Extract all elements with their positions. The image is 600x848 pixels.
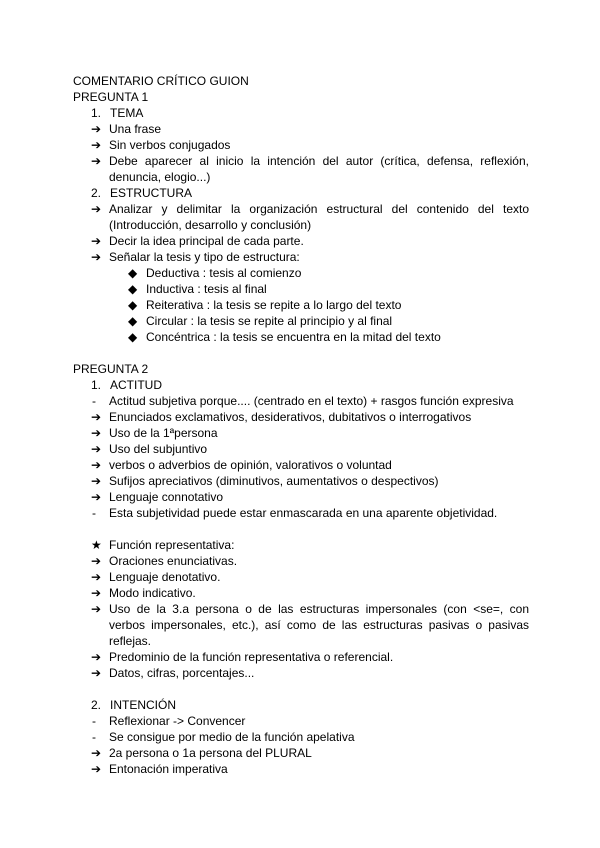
diamond-icon: ◆: [128, 266, 138, 280]
arrow-icon: ➔: [91, 442, 102, 456]
list-item: ➔ Modo indicativo.: [91, 586, 196, 600]
arrow-icon: ➔: [91, 490, 102, 504]
list-item: ➔ Enunciados exclamativos, desiderativos, dubitativos o interrogativos: [91, 410, 472, 424]
arrow-icon: ➔: [91, 602, 102, 616]
arrow-icon: ➔: [91, 426, 102, 440]
list-item: ➔ 2a persona o 1a persona del PLURAL: [91, 746, 312, 760]
list-number: 2.: [91, 698, 102, 712]
arrow-icon: ➔: [91, 586, 102, 600]
list-item: ➔ Lenguaje connotativo: [91, 490, 224, 504]
intencion-heading: 2. INTENCIÓN: [91, 698, 176, 712]
star-icon: ★: [91, 538, 102, 552]
diamond-icon: ◆: [128, 282, 138, 296]
list-item: - Reflexionar -> Convencer: [92, 714, 246, 728]
arrow-icon: ➔: [91, 234, 102, 248]
list-item: ➔ Decir la idea principal de cada parte.: [91, 234, 304, 248]
list-item: ➔ Señalar la tesis y tipo de estructura:: [91, 250, 300, 264]
list-item: ➔ Uso de la 3.a persona o de las estructuras impersonales (con <se=, con verbos impersonales, etc.), así como de las estructuras pasivas o pasivas reflejas.: [91, 602, 529, 648]
arrow-icon: ➔: [91, 138, 102, 152]
list-item: ➔ Sufijos apreciativos (diminutivos, aumentativos o despectivos): [91, 474, 439, 488]
actitud-heading: 1. ACTITUD: [91, 378, 162, 392]
arrow-icon: ➔: [91, 250, 102, 264]
bullet-marker: -: [92, 394, 96, 408]
list-item: ➔ Uso del subjuntivo: [91, 442, 208, 456]
arrow-icon: ➔: [91, 746, 102, 760]
tema-heading: 1. TEMA: [91, 106, 144, 120]
list-item: - Se consigue por medio de la función apelativa: [92, 730, 355, 744]
diamond-icon: ◆: [128, 314, 138, 328]
list-item: ➔ Oraciones enunciativas.: [91, 554, 238, 568]
diamond-icon: ◆: [128, 330, 138, 344]
bullet-marker: -: [92, 730, 96, 744]
bullet-marker: -: [92, 714, 96, 728]
list-number: 1.: [91, 106, 102, 120]
arrow-icon: ➔: [91, 650, 102, 664]
arrow-icon: ➔: [91, 410, 102, 424]
diamond-icon: ◆: [128, 298, 138, 312]
structure-type-item: ◆ Deductiva : tesis al comienzo: [128, 266, 302, 280]
document-content: [73, 73, 529, 777]
structure-type-item: ◆ Inductiva : tesis al final: [128, 282, 267, 296]
bullet-marker: -: [92, 506, 96, 520]
list-item: ➔ Debe aparecer al inicio la intención del autor (crítica, defensa, reflexión, denuncia, elogio...): [91, 154, 529, 184]
arrow-icon: ➔: [91, 474, 102, 488]
list-item: ➔ Predominio de la función representativa o referencial.: [91, 650, 394, 664]
structure-type-item: ◆ Concéntrica : la tesis se encuentra en la mitad del texto: [128, 330, 441, 344]
list-item: ➔ Lenguaje denotativo.: [91, 570, 221, 584]
list-item: - Esta subjetividad puede estar enmascarada en una aparente objetividad.: [92, 506, 498, 520]
arrow-icon: ➔: [91, 458, 102, 472]
structure-type-item: ◆ Circular : la tesis se repite al principio y al final: [128, 314, 393, 328]
list-item: ➔ Sin verbos conjugados: [91, 138, 231, 152]
document-title: COMENTARIO CRÍTICO GUION: [73, 74, 249, 88]
list-item: ➔ Uso de la 1ªpersona: [91, 426, 218, 440]
arrow-icon: ➔: [91, 554, 102, 568]
estructura-heading: 2. ESTRUCTURA: [91, 186, 193, 200]
arrow-icon: ➔: [91, 154, 102, 168]
structure-type-item: ◆ Reiterativa : la tesis se repite a lo largo del texto: [128, 298, 402, 312]
list-item: ➔ Datos, cifras, porcentajes...: [91, 666, 255, 680]
list-number: 1.: [91, 378, 102, 392]
pregunta-1-heading: PREGUNTA 1: [73, 90, 149, 104]
arrow-icon: ➔: [91, 122, 102, 136]
arrow-icon: ➔: [91, 570, 102, 584]
pregunta-2-heading: PREGUNTA 2: [73, 362, 149, 376]
list-item: ➔ Una frase: [91, 122, 162, 136]
arrow-icon: ➔: [91, 762, 102, 776]
list-item: - Actitud subjetiva porque.... (centrado en el texto) + rasgos función expresiva: [92, 394, 514, 408]
list-item: ➔ Entonación imperativa: [91, 762, 228, 776]
representativa-heading: ★ Función representativa:: [91, 538, 235, 552]
list-number: 2.: [91, 186, 102, 200]
list-item: ➔ Analizar y delimitar la organización estructural del contenido del texto (Introducción, desarrollo y conclusión): [91, 202, 529, 232]
list-item: ➔ verbos o adverbios de opinión, valorativos o voluntad: [91, 458, 392, 472]
arrow-icon: ➔: [91, 202, 102, 216]
arrow-icon: ➔: [91, 666, 102, 680]
